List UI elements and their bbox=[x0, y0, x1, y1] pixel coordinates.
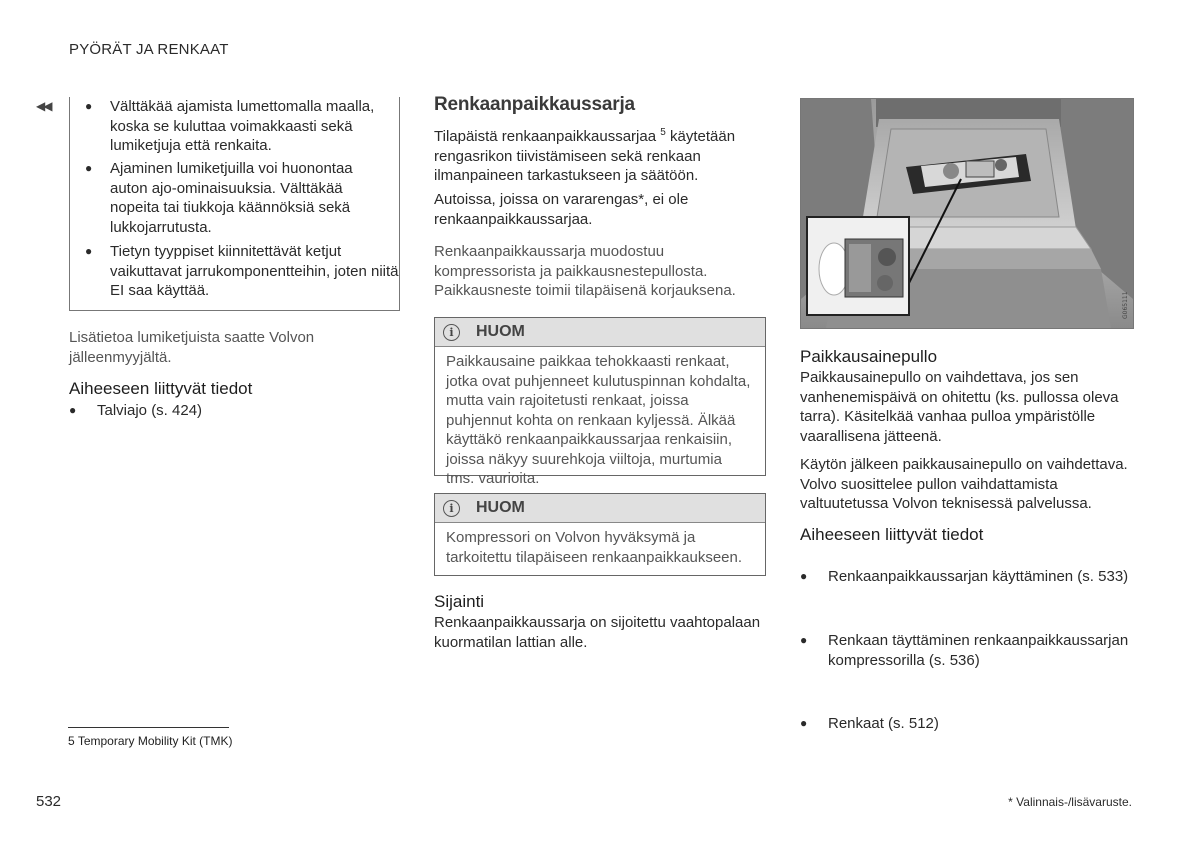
option-note: * Valinnais-/lisävaruste. bbox=[1008, 795, 1132, 809]
related-heading: Aiheeseen liittyvät tiedot bbox=[800, 525, 984, 544]
section-title: PYÖRÄT JA RENKAAT bbox=[69, 41, 229, 58]
warning-bullet: ● Ajaminen lumiketjuilla voi huonontaa auton ajo-ominaisuuksia. Välttäkää nopeita tai tiukkoja käännöksiä sekä lukkojarrutusta. bbox=[85, 160, 353, 236]
kit-contents-paragraph: Renkaanpaikkaussarja muodostuu kompressorista ja paikkausnestepullosta. Paikkausneste toimii tilapäisenä korjauksena. bbox=[434, 243, 736, 299]
note-header bbox=[435, 318, 765, 347]
page-number: 532 bbox=[36, 793, 62, 810]
bullet-icon: ● bbox=[69, 403, 77, 417]
note-body: Paikkausaine paikkaa tehokkaasti renkaat, jotka ovat puhjenneet kulutuspinnan kohdalta, mutta vain rajoitetusti renkaat, joissa puhjennut kohta on renkaan kyljessä. Älkää käyttäkö renkaanpaikkaussarjaa renkaisiin, joissa näkyy suurehkoja viiltoja, murtumia tms. vaurioita. bbox=[446, 353, 751, 487]
warning-bullet: ● Välttäkää ajamista lumettomalla maalla, koska se kuluttaa voimakkaasti sekä lumiketjuja että renkaita. bbox=[85, 98, 375, 154]
continued-marker-icon: ◀◀ bbox=[36, 99, 51, 113]
bullet-icon: ● bbox=[85, 161, 93, 175]
info-icon: i bbox=[443, 500, 460, 517]
note-body: Kompressori on Volvon hyväksymä ja tarkoitettu tilapäiseen renkaanpaikkaukseen. bbox=[446, 529, 743, 566]
related-link-item[interactable]: ● Renkaat (s. 512) bbox=[800, 715, 939, 732]
location-heading: Sijainti bbox=[434, 592, 485, 611]
spare-tire-paragraph: Autoissa, joissa on vararengas*, ei ole renkaanpaikkaussarjaa. bbox=[434, 191, 689, 228]
image-code: G065111 bbox=[1122, 291, 1129, 319]
cargo-area-photo bbox=[800, 98, 1134, 329]
bullet-icon: ● bbox=[800, 716, 808, 730]
footnote: 5 Temporary Mobility Kit (TMK) bbox=[68, 734, 233, 748]
page-heading: Renkaanpaikkaussarja bbox=[434, 94, 635, 115]
warning-box bbox=[69, 97, 400, 311]
bottle-paragraph: Paikkausainepullo on vaihdettava, jos sen vanhenemispäivä on ohitettu (ks. pullossa oleva tarra). Käsitelkää vanhaa pulloa ympäristölle vaarallisena jätteenä. bbox=[800, 369, 1119, 445]
note-box bbox=[434, 493, 766, 576]
related-heading: Aiheeseen liittyvät tiedot bbox=[69, 379, 253, 398]
snow-chain-info: Lisätietoa lumiketjuista saatte Volvon jälleenmyyjältä. bbox=[69, 329, 315, 366]
location-paragraph: Renkaanpaikkaussarja on sijoitettu vaahtopalaan kuormatilan lattian alle. bbox=[434, 614, 761, 651]
related-link-item[interactable]: ● Talviajo (s. 424) bbox=[69, 402, 203, 419]
warning-bullet: ● Tietyn tyyppiset kiinnitettävät ketjut vaikuttavat jarrukomponentteihin, joten niitä EI saa käyttää. bbox=[85, 243, 399, 299]
bullet-icon: ● bbox=[85, 99, 93, 113]
related-link-item[interactable]: ● Renkaan täyttäminen renkaanpaikkaussarjan kompressorilla (s. 536) bbox=[800, 632, 1129, 669]
note-title: HUOM bbox=[476, 323, 525, 341]
footnote-ref[interactable]: 5 bbox=[660, 127, 666, 138]
related-link-item[interactable]: ● Renkaanpaikkaussarjan käyttäminen (s. 533) bbox=[800, 567, 1129, 585]
note-box bbox=[434, 317, 766, 487]
bottle-paragraph: Käytön jälkeen paikkausainepullo on vaihdettava. Volvo suosittelee pullon vaihdattamista valtuutetussa Volvon teknisessä palvelussa. bbox=[800, 456, 1128, 512]
tmk-intro-paragraph: Tilapäistä renkaanpaikkaussarjaa $^5$ käytetään rengasrikon tiivistämiseen sekä renkaan ilmanpaineen tarkastukseen ja säätöön. bbox=[434, 127, 736, 184]
footnote-divider bbox=[68, 727, 229, 728]
bullet-icon: ● bbox=[800, 633, 808, 647]
note-title: HUOM bbox=[476, 499, 525, 517]
bullet-icon: ● bbox=[800, 568, 808, 583]
note-header bbox=[435, 494, 765, 523]
bullet-icon: ● bbox=[85, 244, 93, 258]
photo-illustration bbox=[801, 99, 1133, 328]
bottle-heading: Paikkausainepullo bbox=[800, 347, 938, 366]
info-icon: i bbox=[443, 324, 460, 341]
